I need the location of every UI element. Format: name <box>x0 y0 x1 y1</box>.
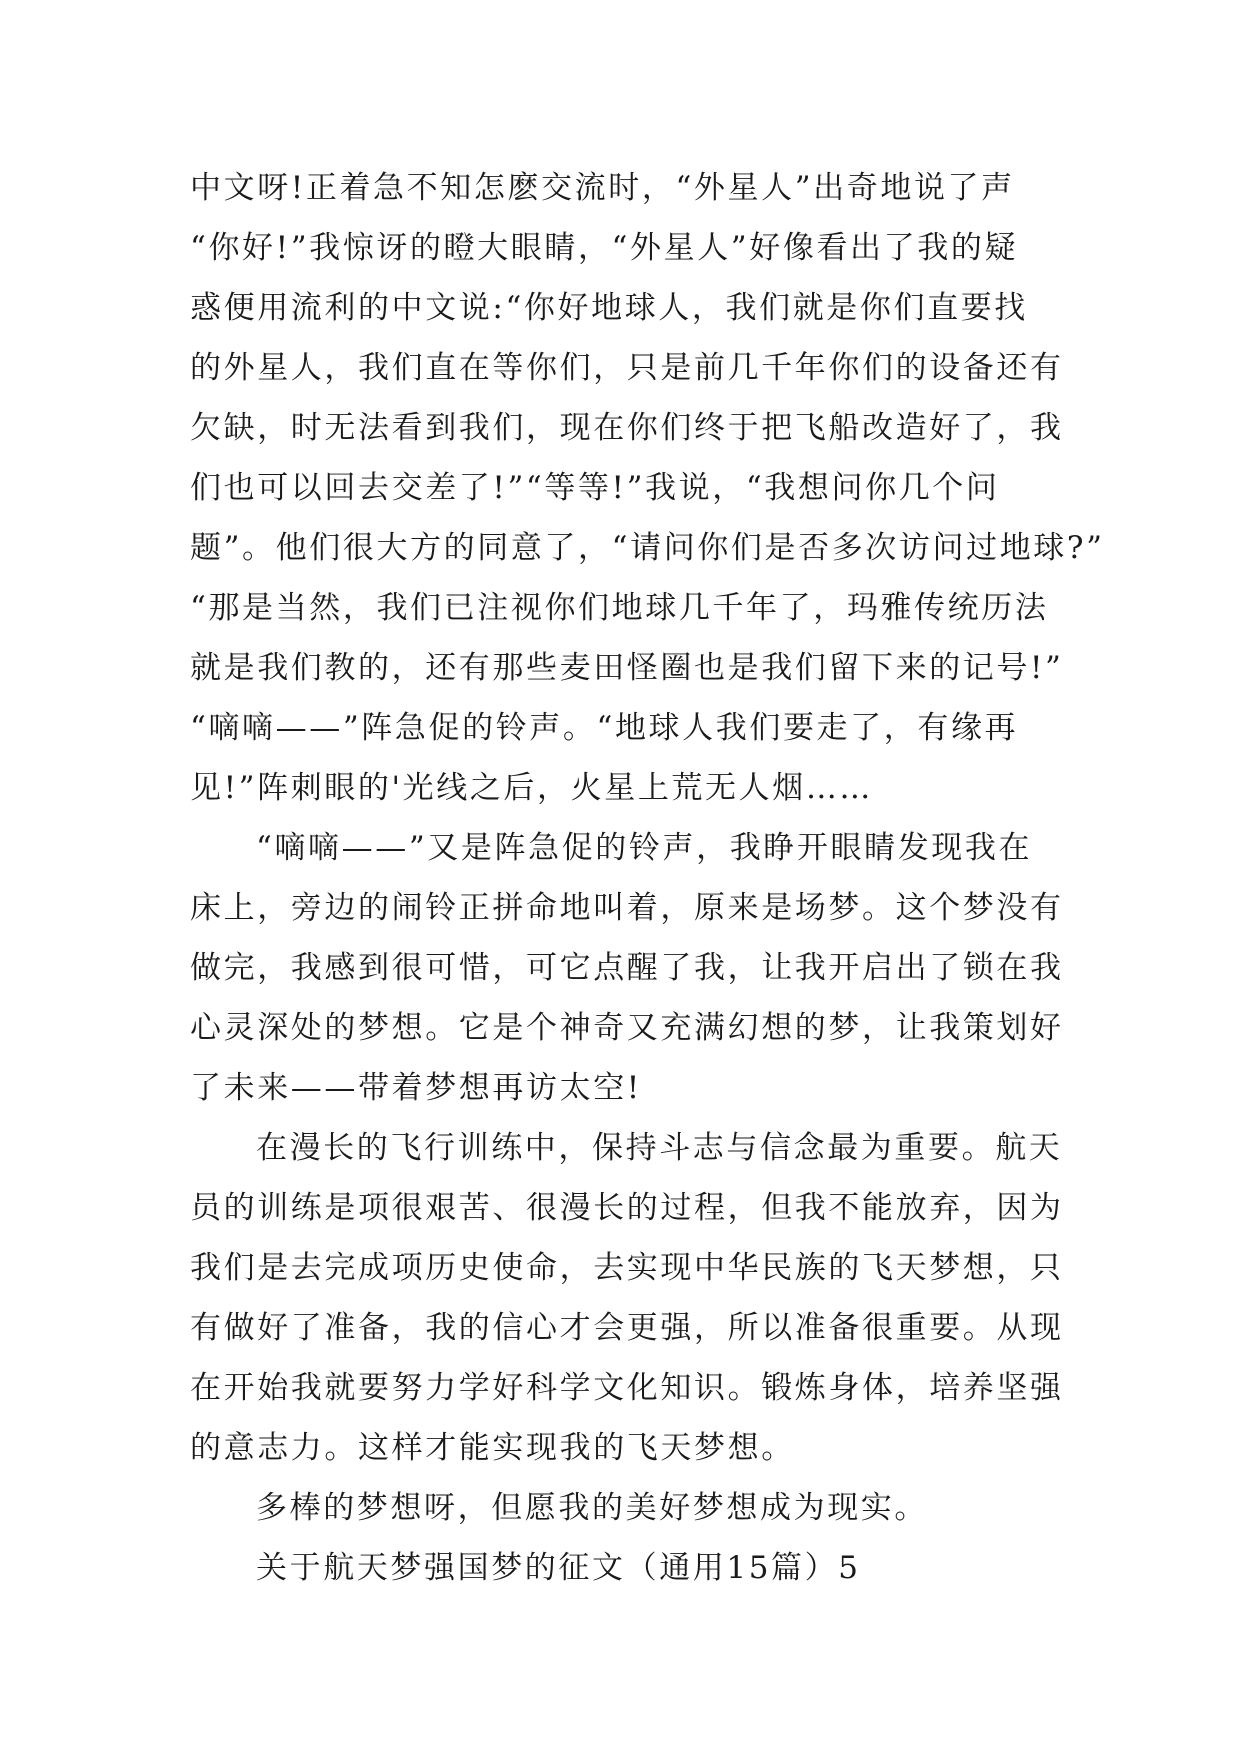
paragraph-start-line: 多棒的梦想呀，但愿我的美好梦想成为现实。 <box>256 1490 928 1526</box>
paragraph-start-line: 在漫长的飞行训练中，保持斗志与信念最为重要。航天 <box>256 1130 1063 1166</box>
text-line: 的意志力。这样才能实现我的飞天梦想。 <box>190 1430 795 1466</box>
text-line: 心灵深处的梦想。它是个神奇又充满幻想的梦，让我策划好 <box>190 1010 1064 1046</box>
text-line: 见!”阵刺眼的'光线之后，火星上荒无人烟…… <box>190 770 874 806</box>
text-line: 床上，旁边的闹铃正拼命地叫着，原来是场梦。这个梦没有 <box>190 890 1064 926</box>
text-line: 的外星人，我们直在等你们，只是前几千年你们的设备还有 <box>190 350 1064 386</box>
text-line: 题”。他们很大方的同意了，“请问你们是否多次访问过地球?” <box>190 530 1105 566</box>
paragraph-start-line: “嘀嘀——”又是阵急促的铃声，我睁开眼睛发现我在 <box>256 830 1033 866</box>
section-heading: 关于航天梦强国梦的征文（通用15篇）5 <box>256 1550 861 1586</box>
text-line: 员的训练是项很艰苦、很漫长的过程，但我不能放弃，因为 <box>190 1190 1064 1226</box>
text-line: 就是我们教的，还有那些麦田怪圈也是我们留下来的记号!” <box>190 650 1064 686</box>
text-line: 在开始我就要努力学好科学文化知识。锻炼身体，培养坚强 <box>190 1370 1064 1406</box>
text-line: “你好!”我惊讶的瞪大眼睛，“外星人”好像看出了我的疑 <box>190 230 1019 266</box>
text-line: 了未来——带着梦想再访太空! <box>190 1070 642 1106</box>
text-line: 中文呀!正着急不知怎麽交流时，“外星人”出奇地说了声 <box>190 170 1015 206</box>
text-line: 有做好了准备，我的信心才会更强，所以准备很重要。从现 <box>190 1310 1064 1346</box>
text-line: 做完，我感到很可惜，可它点醒了我，让我开启出了锁在我 <box>190 950 1064 986</box>
text-line: 我们是去完成项历史使命，去实现中华民族的飞天梦想，只 <box>190 1250 1064 1286</box>
text-line: 们也可以回去交差了!”“等等!”我说，“我想问你几个问 <box>190 470 1000 506</box>
text-line: “嘀嘀——”阵急促的铃声。“地球人我们要走了，有缘再 <box>190 710 1019 746</box>
text-line: “那是当然，我们已注视你们地球几千年了，玛雅传统历法 <box>190 590 1049 626</box>
document-body <box>190 158 1105 1598</box>
text-line: 欠缺，时无法看到我们，现在你们终于把飞船改造好了，我 <box>190 410 1064 446</box>
text-line: 惑便用流利的中文说:“你好地球人，我们就是你们直要找 <box>190 290 1028 326</box>
